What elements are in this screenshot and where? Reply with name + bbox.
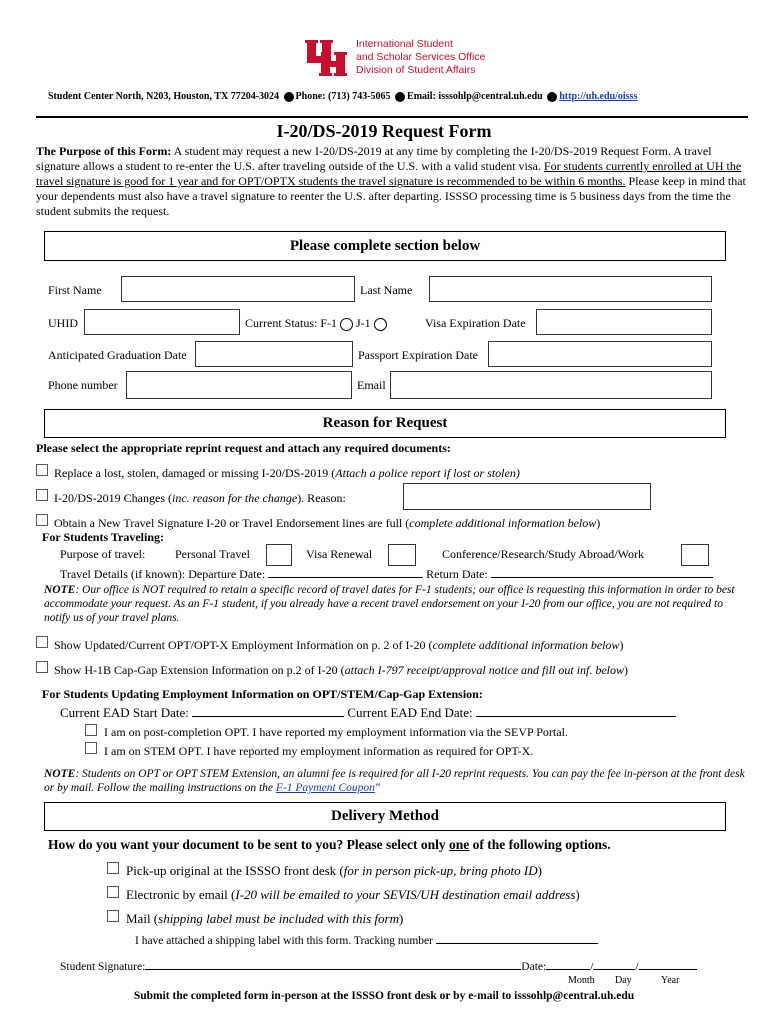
travel-option-end: ) [596, 516, 601, 530]
replace-checkbox[interactable] [36, 464, 48, 476]
phone-label: Phone number [48, 378, 118, 392]
opt-option-text: Show Updated/Current OPT/OPT-X Employment Information on p. 2 of I-20 ( [54, 638, 433, 652]
electronic-option [126, 888, 580, 902]
f1-label: F-1 [320, 316, 337, 330]
pickup-end: ) [537, 863, 542, 878]
web-icon [547, 92, 557, 102]
form-title: I-20/DS-2019 Request Form [276, 121, 492, 141]
changes-option-end: ). Reason: [297, 491, 346, 505]
travel-signature-checkbox[interactable] [36, 514, 48, 526]
reason-instructions: Please select the appropriate reprint request and attach any required documents: [36, 441, 451, 455]
replace-option [54, 466, 520, 480]
employment-heading: For Students Updating Employment Information on OPT/STEM/Cap-Gap Extension: [42, 687, 483, 701]
email-icon [395, 92, 405, 102]
travel-note-text: : Our office is NOT required to retain a specific record of travel dates for F-1 students; our office is requesting this information in order to best accommodate your request. As an F-1 student, if you already have a recent travel endorsement on your I-20 from our office, you are not required to notify us of your travel plans. [44, 584, 735, 624]
address: Student Center North, N203, Houston, TX 77204-3024 [48, 91, 280, 102]
j1-label: J-1 [356, 316, 371, 330]
visa-renewal-label: Visa Renewal [306, 547, 373, 561]
changes-option [54, 491, 346, 505]
section-delivery-title: Delivery Method [331, 808, 439, 824]
personal-travel-checkbox[interactable] [266, 544, 292, 566]
purpose-text-2: Please keep in mind that your dependents must also have a travel signature to reenter the U.S. after departing. ISSSO processing time is 5 business days from the time the student submits the request. [36, 174, 746, 218]
signature-label: Student Signature: [60, 961, 146, 973]
delivery-question [48, 837, 611, 853]
website-link[interactable]: http://uh.edu/oisss [559, 91, 638, 102]
date-day-line[interactable] [593, 958, 635, 970]
mail-end: ) [399, 911, 404, 926]
changes-option-text: I-20/DS-2019 Changes ( [54, 491, 172, 505]
travel-note-label: NOTE [44, 584, 76, 596]
contact-line [48, 90, 637, 104]
email-label: Email [357, 378, 386, 392]
purpose-paragraph [36, 144, 748, 219]
ead-start-label: Current EAD Start Date: [60, 705, 189, 720]
mail-option [126, 912, 403, 926]
ead-dates [60, 705, 676, 720]
delivery-question-end: of the following options. [469, 837, 611, 852]
fee-note-text: : Students on OPT or OPT STEM Extension, an alumni fee is required for all I-20 reprint requests. You can pay the fee in-person at the front desk or by mail. Follow the mailing instructions on the [44, 768, 745, 794]
payment-coupon-link[interactable]: F-1 Payment Coupon [275, 782, 375, 794]
logo-line-1: International Student [356, 38, 453, 50]
first-name-input[interactable] [121, 276, 355, 302]
section-delivery-header [44, 802, 726, 831]
replace-option-text: Replace a lost, stolen, damaged or missing I-20/DS-2019 ( [54, 466, 336, 480]
purpose-text-1: A student may request a new I-20/DS-2019 at any time by completing the I-20/DS-2019 Request Form. A travel signature allows a student to re-enter the U.S. after traveling outside of the U.S. with a valid student visa. [36, 144, 712, 173]
f1-radio[interactable] [340, 318, 353, 331]
purpose-text-underlined: For students currently enrolled at UH the travel signature is good for 1 year and for OPT/OPTX students the travel signature is recommended to be within 6 months. [36, 159, 742, 188]
change-reason-input[interactable] [403, 483, 651, 510]
mail-checkbox[interactable] [107, 910, 119, 922]
return-date-line[interactable] [491, 566, 713, 578]
ead-end-label: Current EAD End Date: [347, 705, 473, 720]
last-name-label: Last Name [360, 283, 413, 297]
cap-gap-checkbox[interactable] [36, 661, 48, 673]
first-name-label: First Name [48, 283, 102, 297]
post-opt-checkbox[interactable] [85, 724, 97, 736]
cap-gap-option-end: ) [624, 663, 629, 677]
section-complete-header [44, 231, 726, 261]
date-label: Date: [521, 961, 547, 973]
visa-exp-label: Visa Expiration Date [425, 316, 526, 330]
visa-exp-input[interactable] [536, 309, 712, 335]
electronic-end: ) [575, 887, 580, 902]
changes-option-note: inc. reason for the change [171, 491, 298, 505]
tracking-label: I have attached a shipping label with this form. Tracking number [135, 935, 433, 947]
electronic-checkbox[interactable] [107, 886, 119, 898]
stem-opt-label: I am on STEM OPT. I have reported my employment information as required for OPT-X. [104, 744, 534, 758]
uhid-label: UHID [48, 316, 78, 330]
delivery-question-one: one [449, 837, 470, 852]
section-complete-title: Please complete section below [289, 238, 481, 254]
stem-opt-checkbox[interactable] [85, 742, 97, 754]
traveling-heading: For Students Traveling: [42, 530, 165, 544]
j1-radio[interactable] [374, 318, 387, 331]
conference-checkbox[interactable] [681, 544, 709, 566]
logo-line-3: Division of Student Affairs [356, 64, 476, 76]
departure-date-label: Travel Details (if known): Departure Date: [60, 567, 266, 581]
replace-option-note: Attach a police report if lost or stolen) [335, 466, 520, 480]
pickup-note: for in person pick-up, bring photo ID [343, 863, 538, 878]
purpose-of-travel-label: Purpose of travel: [60, 547, 146, 561]
electronic-note: I-20 will be emailed to your SEVIS/UH destination email address [235, 887, 576, 902]
travel-option-note: complete additional information below [409, 516, 597, 530]
date-month-line[interactable] [546, 958, 590, 970]
return-date-label: Return Date: [426, 567, 488, 581]
visa-renewal-checkbox[interactable] [388, 544, 416, 566]
passport-exp-label: Passport Expiration Date [358, 348, 478, 362]
uh-logo-icon [305, 38, 349, 78]
cap-gap-option-note: attach I-797 receipt/approval notice and fill out inf. below [344, 663, 625, 677]
delivery-question-text: How do you want your document to be sent to you? Please select only [48, 837, 449, 852]
current-status-label: Current Status: [245, 316, 318, 330]
tracking-row [135, 932, 598, 948]
day-label: Day [615, 975, 632, 986]
submit-instructions: Submit the completed form in-person at the ISSSO front desk or by e-mail to isssohlp@central.uh.edu [133, 990, 635, 1002]
cap-gap-option [54, 663, 628, 677]
mail-text: Mail ( [126, 911, 159, 926]
grad-date-label: Anticipated Graduation Date [48, 348, 187, 362]
header-divider [36, 116, 748, 118]
signature-line[interactable] [145, 958, 521, 970]
phone-input[interactable] [126, 371, 352, 399]
date-year-line[interactable] [639, 958, 697, 970]
passport-exp-input[interactable] [488, 341, 712, 367]
opt-fee-note [44, 767, 750, 795]
opt-option-end: ) [619, 638, 624, 652]
section-reason-title: Reason for Request [322, 415, 448, 431]
travel-option-text: Obtain a New Travel Signature I-20 or Travel Endorsement lines are full ( [54, 516, 410, 530]
ead-end-line[interactable] [476, 705, 676, 717]
electronic-text: Electronic by email ( [126, 887, 236, 902]
travel-signature-option [54, 516, 600, 530]
opt-option-note: complete additional information below [432, 638, 620, 652]
fee-note-end: " [374, 782, 380, 794]
tracking-number-line[interactable] [436, 932, 598, 944]
last-name-input[interactable] [429, 276, 712, 302]
signature-row: Student Signature: Date: / / [60, 958, 697, 974]
personal-travel-label: Personal Travel [175, 547, 250, 561]
email-input[interactable] [390, 371, 712, 399]
year-label: Year [661, 975, 680, 986]
grad-date-input[interactable] [195, 341, 353, 367]
travel-note [44, 583, 750, 625]
logo-line-2: and Scholar Services Office [356, 51, 486, 63]
phone-icon [284, 92, 294, 102]
mail-note: shipping label must be included with this form [158, 911, 399, 926]
fee-note-label: NOTE [44, 768, 76, 780]
pickup-option [126, 864, 542, 878]
purpose-label: The Purpose of this Form: [36, 144, 172, 158]
current-status [245, 316, 390, 331]
changes-checkbox[interactable] [36, 489, 48, 501]
pickup-text: Pick-up original at the ISSSO front desk ( [126, 863, 344, 878]
departure-date-line[interactable] [268, 566, 423, 578]
cap-gap-option-text: Show H-1B Cap-Gap Extension Information on p.2 of I-20 ( [54, 663, 345, 677]
post-opt-label: I am on post-completion OPT. I have reported my employment information via the SEVP Portal. [104, 725, 568, 739]
opt-employment-option [54, 638, 624, 652]
conference-label: Conference/Research/Study Abroad/Work [442, 547, 644, 561]
uh-logo [305, 38, 349, 78]
opt-employment-checkbox[interactable] [36, 636, 48, 648]
travel-details [60, 566, 713, 581]
section-reason-header [44, 409, 726, 438]
email: Email: isssohlp@central.uh.edu [407, 91, 543, 102]
pickup-checkbox[interactable] [107, 862, 119, 874]
month-label: Month [568, 975, 595, 986]
logo-text [356, 38, 485, 77]
phone: Phone: (713) 743-5065 [295, 91, 391, 102]
ead-start-line[interactable] [192, 705, 344, 717]
uhid-input[interactable] [84, 309, 240, 335]
